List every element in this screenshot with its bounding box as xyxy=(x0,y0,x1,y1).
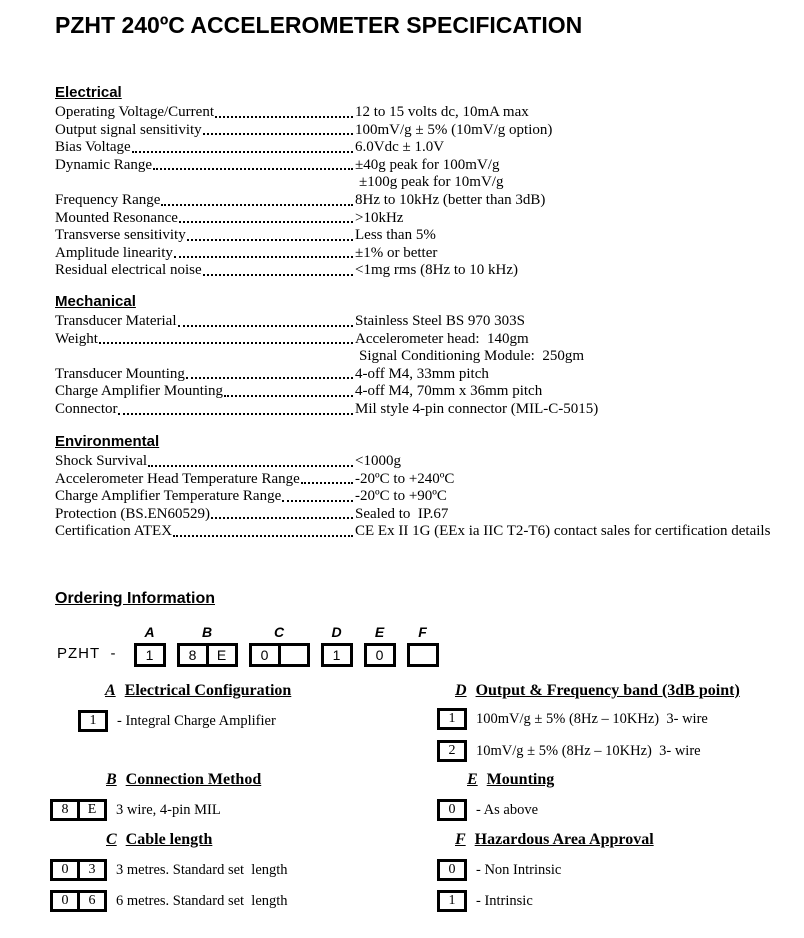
ordering-group-d xyxy=(437,682,740,762)
dotted-leader xyxy=(148,453,353,467)
spec-row-charge-amp-mounting xyxy=(55,383,800,401)
spec-row-amp-temp-range xyxy=(55,488,800,506)
group-title: Mounting xyxy=(486,771,555,788)
spec-value: Accelerometer head: 140gm xyxy=(355,330,529,347)
spec-label: Charge Amplifier Temperature Range xyxy=(55,488,282,505)
spec-value: ±100g peak for 10mV/g xyxy=(359,174,504,191)
option-text: 6 metres. Standard set length xyxy=(116,892,288,909)
spec-row-weight xyxy=(55,331,800,349)
spec-label: Output signal sensitivity xyxy=(55,121,202,138)
option-text: 3 metres. Standard set length xyxy=(116,861,288,878)
page-title: PZHT 240ºC ACCELEROMETER SPECIFICATION xyxy=(55,12,583,38)
spec-label: Operating Voltage/Current xyxy=(55,104,214,120)
spec-value: 6.0Vdc ± 1.0V xyxy=(355,139,445,156)
spec-label: Bias Voltage xyxy=(55,139,131,156)
spec-label: Certification ATEX xyxy=(55,523,173,540)
spec-label: Transducer Material xyxy=(55,313,177,329)
code-letter-f: F xyxy=(418,624,427,640)
code-letter-e: E xyxy=(374,624,385,640)
dotted-leader xyxy=(179,210,353,224)
spec-row-protection xyxy=(55,506,800,524)
spec-label: Protection (BS.EN60529) xyxy=(55,505,210,522)
code-cell: E xyxy=(206,643,238,667)
spec-row-output-sensitivity xyxy=(55,122,800,140)
section-mechanical xyxy=(55,293,800,419)
spec-value: 4-off M4, 33mm pitch xyxy=(355,365,489,382)
spec-value: <1mg rms (8Hz to 10 kHz) xyxy=(355,262,519,279)
dotted-leader xyxy=(56,348,353,362)
option-code-cell: 8 xyxy=(50,799,80,821)
code-cell: 0 xyxy=(364,643,396,667)
spec-value: 4-off M4, 70mm x 36mm pitch xyxy=(355,383,543,400)
dotted-leader xyxy=(187,227,353,241)
spec-value: Sealed to IP.67 xyxy=(355,505,449,522)
spec-value: 100mV/g ± 5% (10mV/g option) xyxy=(355,121,553,138)
option-text: 10mV/g ± 5% (8Hz – 10KHz) 3- wire xyxy=(476,742,701,759)
spec-row-connector xyxy=(55,401,800,419)
option-row xyxy=(437,859,654,881)
group-a-header xyxy=(105,682,291,700)
group-c-header xyxy=(106,831,288,849)
spec-label: Frequency Range xyxy=(55,191,161,208)
dotted-leader xyxy=(173,523,353,537)
spec-value: CE Ex II 1G (EEx ia IIC T2-T6) contact sales for certification details xyxy=(355,523,771,540)
option-code-cell: 1 xyxy=(78,710,108,732)
ordering-group-a xyxy=(78,682,291,732)
section-heading-environmental: Environmental xyxy=(55,433,160,450)
option-row xyxy=(50,859,288,881)
spec-row-transducer-mounting xyxy=(55,366,800,384)
option-text: 3 wire, 4-pin MIL xyxy=(116,801,221,818)
section-heading-electrical: Electrical xyxy=(55,84,122,101)
ordering-code-row xyxy=(57,624,439,667)
spec-value: Mil style 4-pin connector (MIL-C-5015) xyxy=(355,400,599,417)
group-b-header xyxy=(106,771,261,789)
section-environmental xyxy=(55,433,800,541)
spec-label: Transverse sensitivity xyxy=(55,227,186,244)
ordering-group-c xyxy=(50,831,288,912)
spec-row-mounted-resonance xyxy=(55,210,800,228)
option-code-cell: 0 xyxy=(50,890,80,912)
spec-value: Signal Conditioning Module: 250gm xyxy=(359,348,585,365)
group-title: Electrical Configuration xyxy=(124,682,292,699)
group-d-header xyxy=(455,682,740,700)
spec-row-transducer-material xyxy=(55,313,800,331)
option-code-cell: 1 xyxy=(437,890,467,912)
group-letter: D xyxy=(455,682,467,699)
spec-value: <1000g xyxy=(355,453,401,469)
dotted-leader xyxy=(224,383,353,397)
spec-label: Shock Survival xyxy=(55,453,148,469)
dotted-leader xyxy=(211,506,353,520)
code-letter-d: D xyxy=(331,624,342,640)
dotted-leader xyxy=(161,192,353,206)
spec-value: Stainless Steel BS 970 303S xyxy=(355,313,526,329)
option-row xyxy=(78,710,291,732)
spec-label: Amplitude linearity xyxy=(55,244,173,261)
option-row xyxy=(437,799,554,821)
spec-row-residual-noise xyxy=(55,262,800,280)
code-letter-a: A xyxy=(144,624,155,640)
group-f-header xyxy=(455,831,654,849)
spec-value: ±40g peak for 100mV/g xyxy=(355,156,500,173)
option-code-cell: 0 xyxy=(50,859,80,881)
option-code-cell: 1 xyxy=(437,708,467,730)
dotted-leader xyxy=(282,488,353,502)
ordering-group-e xyxy=(437,771,554,821)
spec-row-transverse-sensitivity xyxy=(55,227,800,245)
spec-label: Connector xyxy=(55,400,118,417)
group-title: Output & Frequency band (3dB point) xyxy=(475,682,740,699)
option-code-cell: 2 xyxy=(437,740,467,762)
spec-label: Dynamic Range xyxy=(55,156,153,173)
code-box-e xyxy=(364,624,396,667)
option-text: - Non Intrinsic xyxy=(476,861,562,878)
dotted-leader xyxy=(132,139,353,153)
option-code-cell: 0 xyxy=(437,859,467,881)
group-title: Connection Method xyxy=(125,771,262,788)
spec-label: Weight xyxy=(55,330,98,347)
spec-row-dynamic-range xyxy=(55,157,800,175)
code-box-d xyxy=(321,624,353,667)
spec-row-weight-cont xyxy=(55,348,800,366)
option-code-cell: 3 xyxy=(77,859,107,881)
ordering-group-b xyxy=(50,771,261,821)
option-row xyxy=(50,890,288,912)
spec-value: -20ºC to +240ºC xyxy=(355,470,455,487)
group-e-header xyxy=(467,771,554,789)
group-title: Cable length xyxy=(125,831,213,848)
dotted-leader xyxy=(186,366,353,380)
dotted-leader xyxy=(118,401,353,415)
spec-row-shock-survival xyxy=(55,453,800,471)
code-cell xyxy=(407,643,439,667)
spec-value: 8Hz to 10kHz (better than 3dB) xyxy=(355,191,546,208)
spec-value: >10kHz xyxy=(355,209,404,226)
code-box-c xyxy=(249,624,310,667)
section-heading-mechanical: Mechanical xyxy=(55,293,136,310)
dotted-leader xyxy=(153,157,353,171)
spec-label: Residual electrical noise xyxy=(55,262,202,279)
option-row xyxy=(50,799,261,821)
spec-label: Charge Amplifier Mounting xyxy=(55,383,224,400)
code-box-f xyxy=(407,624,439,667)
group-letter: A xyxy=(105,682,116,699)
code-letter-c: C xyxy=(273,624,285,640)
spec-label: Accelerometer Head Temperature Range xyxy=(55,470,300,487)
option-code-cell: E xyxy=(77,799,107,821)
code-box-a xyxy=(134,624,166,667)
code-cell xyxy=(278,643,310,667)
code-cell: 1 xyxy=(321,643,353,667)
dotted-leader xyxy=(203,262,353,276)
spec-row-head-temp-range xyxy=(55,471,800,489)
group-letter: B xyxy=(106,771,117,788)
dotted-leader xyxy=(215,104,353,118)
option-code-cell: 0 xyxy=(437,799,467,821)
code-letter-b: B xyxy=(201,624,213,640)
code-cell: 0 xyxy=(249,643,281,667)
group-letter: C xyxy=(106,831,117,848)
spec-value: Less than 5% xyxy=(355,227,436,244)
option-code-cell: 6 xyxy=(77,890,107,912)
option-text: - As above xyxy=(476,801,539,818)
spec-row-operating-voltage xyxy=(55,104,800,122)
option-row xyxy=(437,890,654,912)
spec-value: ±1% or better xyxy=(355,244,438,261)
spec-label: Mounted Resonance xyxy=(55,209,178,226)
spec-row-frequency-range xyxy=(55,192,800,210)
group-title: Hazardous Area Approval xyxy=(474,831,654,848)
dotted-leader xyxy=(174,245,353,259)
spec-value: 12 to 15 volts dc, 10mA max xyxy=(355,104,529,120)
spec-row-bias-voltage xyxy=(55,139,800,157)
option-text: - Intrinsic xyxy=(476,892,533,909)
option-row xyxy=(437,740,740,762)
code-box-b xyxy=(177,624,238,667)
dotted-leader xyxy=(178,313,354,327)
spec-row-dynamic-range-cont xyxy=(55,174,800,192)
group-letter: E xyxy=(467,771,478,788)
option-text: - Integral Charge Amplifier xyxy=(117,712,276,729)
option-row xyxy=(437,708,740,730)
section-electrical xyxy=(55,84,800,280)
group-letter: F xyxy=(455,831,466,848)
spec-label: Transducer Mounting xyxy=(55,365,185,382)
dotted-leader xyxy=(203,122,353,136)
dotted-leader xyxy=(301,471,353,485)
spec-value: -20ºC to +90ºC xyxy=(355,488,447,505)
dotted-leader xyxy=(99,331,353,345)
ordering-information-heading: Ordering Information xyxy=(55,590,215,607)
spec-row-amplitude-linearity xyxy=(55,245,800,263)
option-text: 100mV/g ± 5% (8Hz – 10KHz) 3- wire xyxy=(476,710,708,727)
dotted-leader xyxy=(56,174,353,188)
code-cell: 8 xyxy=(177,643,209,667)
model-prefix: PZHT - xyxy=(57,645,117,662)
spec-row-certification-atex xyxy=(55,523,800,541)
ordering-group-f xyxy=(437,831,654,912)
code-cell: 1 xyxy=(134,643,166,667)
